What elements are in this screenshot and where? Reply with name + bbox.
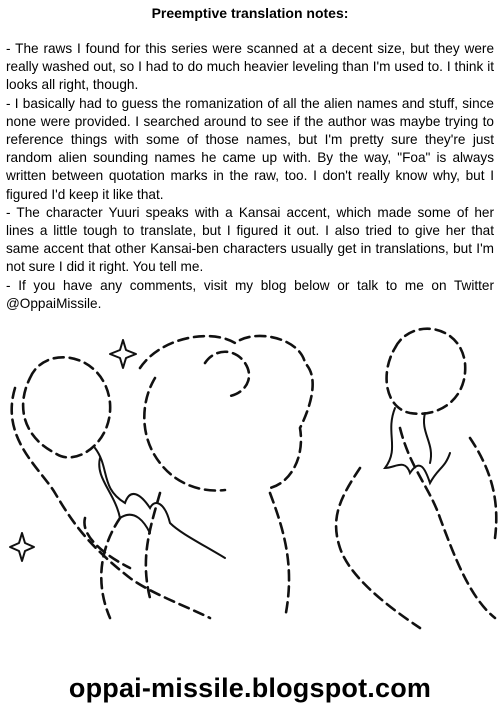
sparkle-icon (110, 340, 136, 368)
translation-notes (6, 40, 494, 313)
left-figure-outline (12, 388, 210, 618)
center-hair-outline (205, 352, 249, 396)
center-face-outline (144, 378, 225, 491)
left-tassel (99, 458, 150, 533)
right-tassel (424, 413, 431, 463)
blog-url[interactable]: oppai-missile.blogspot.com (68, 673, 432, 703)
note-item: - If you have any comments, visit my blog below or talk to me on Twitter @OppaiMissile. (6, 277, 494, 311)
left-pompom-outline (23, 357, 110, 457)
note-item: - I basically had to guess the romanization of all the alien names and stuff, since none were provided. I searched around to see if the author was maybe trying to reference things with some of those names, but I'm pretty sure they're just random alien sounding names he came up with. By the way, "Foa" is always written between quotation marks in the raw, too. I don't really know why, but I figured I'd keep it like that. (6, 95, 494, 202)
note-item: - The character Yuuri speaks with a Kansai accent, which made some of her lines a little tough to translate, but I figured it out. I also tried to give her that same accent that other Kansai-ben characters usually get in translations, but I'm not sure I did it right. You tell me. (6, 204, 494, 275)
right-arm-outline (336, 468, 420, 628)
note-item: - The raws I found for this series were scanned at a decent size, but they were really washed out, so I had to do much heavier leveling than I'm used to. I think it looks all right, though. (6, 41, 494, 93)
sparkle-icon (10, 533, 34, 561)
right-pompom-outline (387, 329, 466, 414)
right-edge-outline (470, 438, 496, 538)
center-head-outline (140, 336, 313, 488)
page-title: Preemptive translation notes: (151, 5, 349, 21)
dashed-outline-illustration (0, 318, 500, 668)
